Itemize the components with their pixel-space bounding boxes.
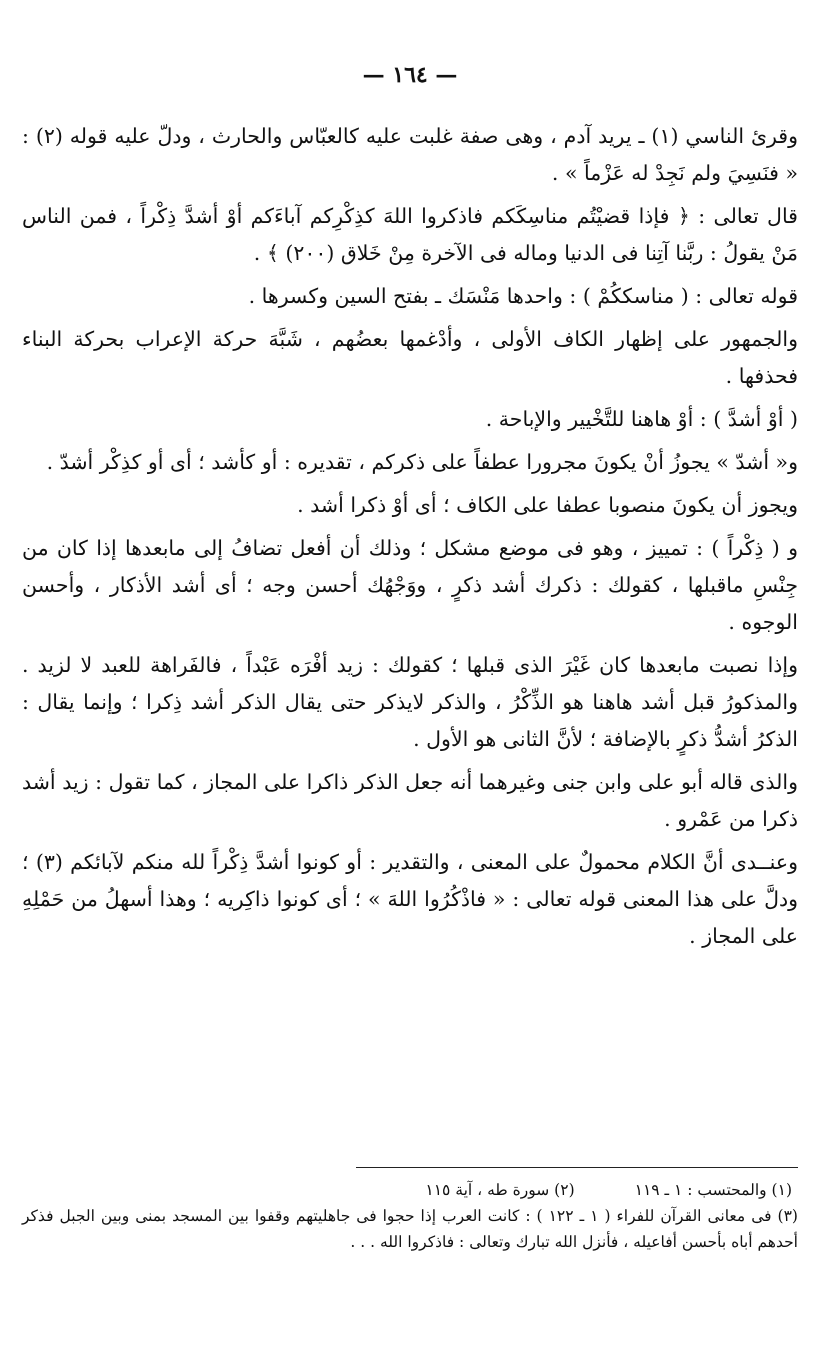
footnote-1: (١) والمحتسب : ١ ـ ١١٩ [634,1181,792,1199]
paragraph-5: ( أوْ أشدَّ ) : أوْ هاهنا للتَّخْيير والإباحة . [485,407,798,431]
paragraph-8: و ( ذِكْراً ) : تمييز ، وهو فى موضع مشكل ؛ وذلك أن أفعل تضافُ إلى مابعدها إذا كان من جِنْسِ ماقبلها ، كقولك : ذكرك أشد ذكرٍ ، ووَجْهُك أحسن وجه ؛ أى أشد الأذكار ، وأحسن الوجوه . [22,536,798,634]
paragraph-6: و« أشدّ » يجوزُ أنْ يكونَ مجرورا عطفاً على ذكركم ، تقديره : أو كأشد ؛ أى أو كذِكْر أشدّ . [46,450,798,474]
paragraph-3: قوله تعالى : ( مناسككُمْ ) : واحدها مَنْسَك ـ بفتح السين وكسرها . [248,284,798,308]
paragraph-1: وقرئ الناسي (١) ـ يريد آدم ، وهى صفة غلبت عليه كالعبّاس والحارث ، ودلّ عليه قوله (٢) : « فنَسِيَ ولم نَجِدْ له عَزْماً » . [22,124,798,185]
paragraph-10: والذى قاله أبو على وابن جنى وغيرهما أنه جعل الذكر ذاكرا على المجاز ، كما تقول : زيد أشد ذكرا من عَمْرو . [22,770,798,831]
footnotes [22,1177,798,1255]
page-number: — ١٦٤ — [362,62,458,88]
footnote-3: (٣) فى معانى القرآن للفراء ( ١ ـ ١٢٢ ) : كانت العرب إذا حجوا فى جاهليتهم وقفوا بين المسجد بمنى وبين الجبل فذكر أحدهم أباه بأحسن أفاعيله ، فأنزل الله تبارك وتعالى : فاذكروا الله . . . [22,1207,798,1251]
footnote-row [22,1177,798,1203]
main-text [22,118,798,961]
footnote-2: (٢) سورة طه ، آية ١١٥ [425,1181,575,1199]
paragraph-11: وعنــدى أنَّ الكلام محمولٌ على المعنى ، والتقدير : أو كونوا أشدَّ ذِكْراً لله منكم لآبائكم (٣) ؛ ودلَّ على هذا المعنى قوله تعالى : « فاذْكُرُوا اللهَ » ؛ أى كونوا ذاكِريه ؛ وهذا أسهلُ من حَمْلِهِ على المجاز . [22,850,799,948]
paragraph-2: قال تعالى : ﴿ فإذا قضيْتُم مناسِكَكم فاذكروا اللهَ كذِكْرِكم آباءَكم أوْ أشدَّ ذِكْراً ، فمن الناس مَنْ يقولُ : ربَّنا آتِنا فى الدنيا وماله فى الآخرة مِنْ خَلاق (٢٠٠) ﴾ . [22,204,798,265]
footnote-divider [356,1167,798,1168]
paragraph-7: ويجوز أن يكونَ منصوبا عطفا على الكاف ؛ أى أوْ ذكرا أشد . [297,493,798,517]
paragraph-9: وإذا نصبت مابعدها كان غَيْرَ الذى قبلها ؛ كقولك : زيد أفْرَه عَبْداً ، فالفَراهة للعبد لا لزيد . والمذكورُ قبل أشد هاهنا هو الذِّكْرُ ، والذكر لايذكر حتى يقال الذكر أشد ذِكرا ؛ وإنما يقال : الذكرُ أشدُّ ذكرٍ بالإضافة ؛ لأنَّ الثانى هو الأول . [22,653,798,751]
paragraph-4: والجمهور على إظهار الكاف الأولى ، وأدْغمها بعضُهم ، شَبَّهَ حركة الإعراب بحركة البناء فحذفها . [22,327,798,388]
